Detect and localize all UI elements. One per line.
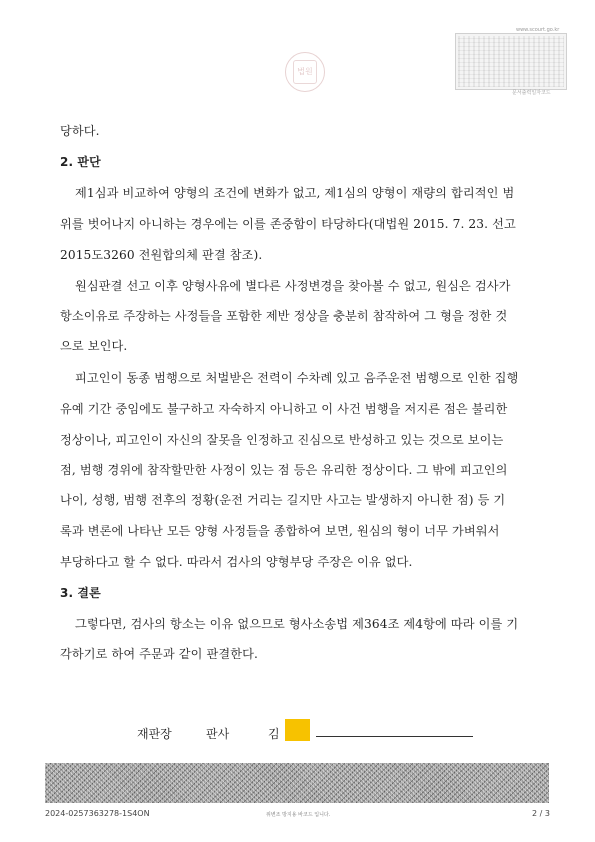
redacted-name-mask — [285, 719, 310, 741]
paragraph-line: 피고인이 동종 범행으로 처벌받은 전력이 수차례 있고 음주운전 범행으로 인한 집행 — [75, 371, 519, 385]
qr-url: www.scourt.go.kr — [516, 27, 560, 33]
qr-code-pattern — [458, 36, 564, 87]
section-heading-judgment: 2. 판단 — [60, 155, 101, 169]
paragraph-line: 으로 보인다. — [60, 339, 128, 353]
court-seal-icon — [285, 52, 325, 92]
anti-forgery-barcode — [45, 763, 549, 803]
qr-code-box — [455, 33, 567, 90]
page-number: 2 / 3 — [532, 809, 550, 818]
signature-line — [316, 736, 473, 737]
document-id: 2024-0257363278-1S4ON — [45, 809, 150, 818]
paragraph-line: 당하다. — [60, 124, 100, 138]
paragraph-line: 그렇다면, 검사의 항소는 이유 없으므로 형사소송법 제364조 제4항에 따라 이를 기 — [75, 617, 519, 631]
paragraph-line: 2015도3260 전원합의체 판결 참조). — [60, 248, 263, 262]
paragraph-line: 위를 벗어나지 아니하는 경우에는 이를 존중함이 타당하다(대법원 2015. 7. 23. 선고 — [60, 217, 516, 231]
paragraph-line: 제1심과 비교하여 양형의 조건에 변화가 없고, 제1심의 양형이 재량의 합리적인 범 — [75, 186, 515, 200]
paragraph-line: 각하기로 하여 주문과 같이 판결한다. — [60, 647, 258, 661]
paragraph-line: 부당하다고 할 수 없다. 따라서 검사의 양형부당 주장은 이유 없다. — [60, 555, 413, 569]
paragraph-line: 원심판결 선고 이후 양형사유에 별다른 사정변경을 찾아볼 수 없고, 원심은 검사가 — [75, 279, 511, 293]
judge-role-label: 판사 — [206, 727, 230, 741]
court-seal-text: 법원 — [293, 60, 317, 84]
section-heading-conclusion: 3. 결론 — [60, 586, 101, 600]
paragraph-line: 항소이유로 주장하는 사정들을 포함한 제반 정상을 충분히 참작하여 그 형을 정한 것 — [60, 309, 508, 323]
paragraph-line: 점, 범행 경위에 참작할만한 사정이 있는 점 등은 유리한 정상이다. 그 밖에 피고인의 — [60, 463, 508, 477]
barcode-note: 위변조 방지용 바코드 입니다. — [266, 812, 331, 818]
judge-name-prefix: 김 — [268, 727, 280, 741]
paragraph-line: 정상이나, 피고인이 자신의 잘못을 인정하고 진심으로 반성하고 있는 것으로 보이는 — [60, 433, 504, 447]
paragraph-line: 나이, 성행, 범행 전후의 정황(운전 거리는 길지만 사고는 발생하지 아니한 점) 등 기 — [60, 493, 506, 507]
qr-caption: 문서출력일자코드 — [512, 90, 551, 96]
paragraph-line: 유예 기간 중임에도 불구하고 자숙하지 아니하고 이 사건 범행을 저지른 점은 불리한 — [60, 402, 508, 416]
paragraph-line: 록과 변론에 나타난 모든 양형 사정들을 종합하여 보면, 원심의 형이 너무 가벼워서 — [60, 524, 500, 538]
presiding-judge-label: 재판장 — [137, 727, 172, 741]
